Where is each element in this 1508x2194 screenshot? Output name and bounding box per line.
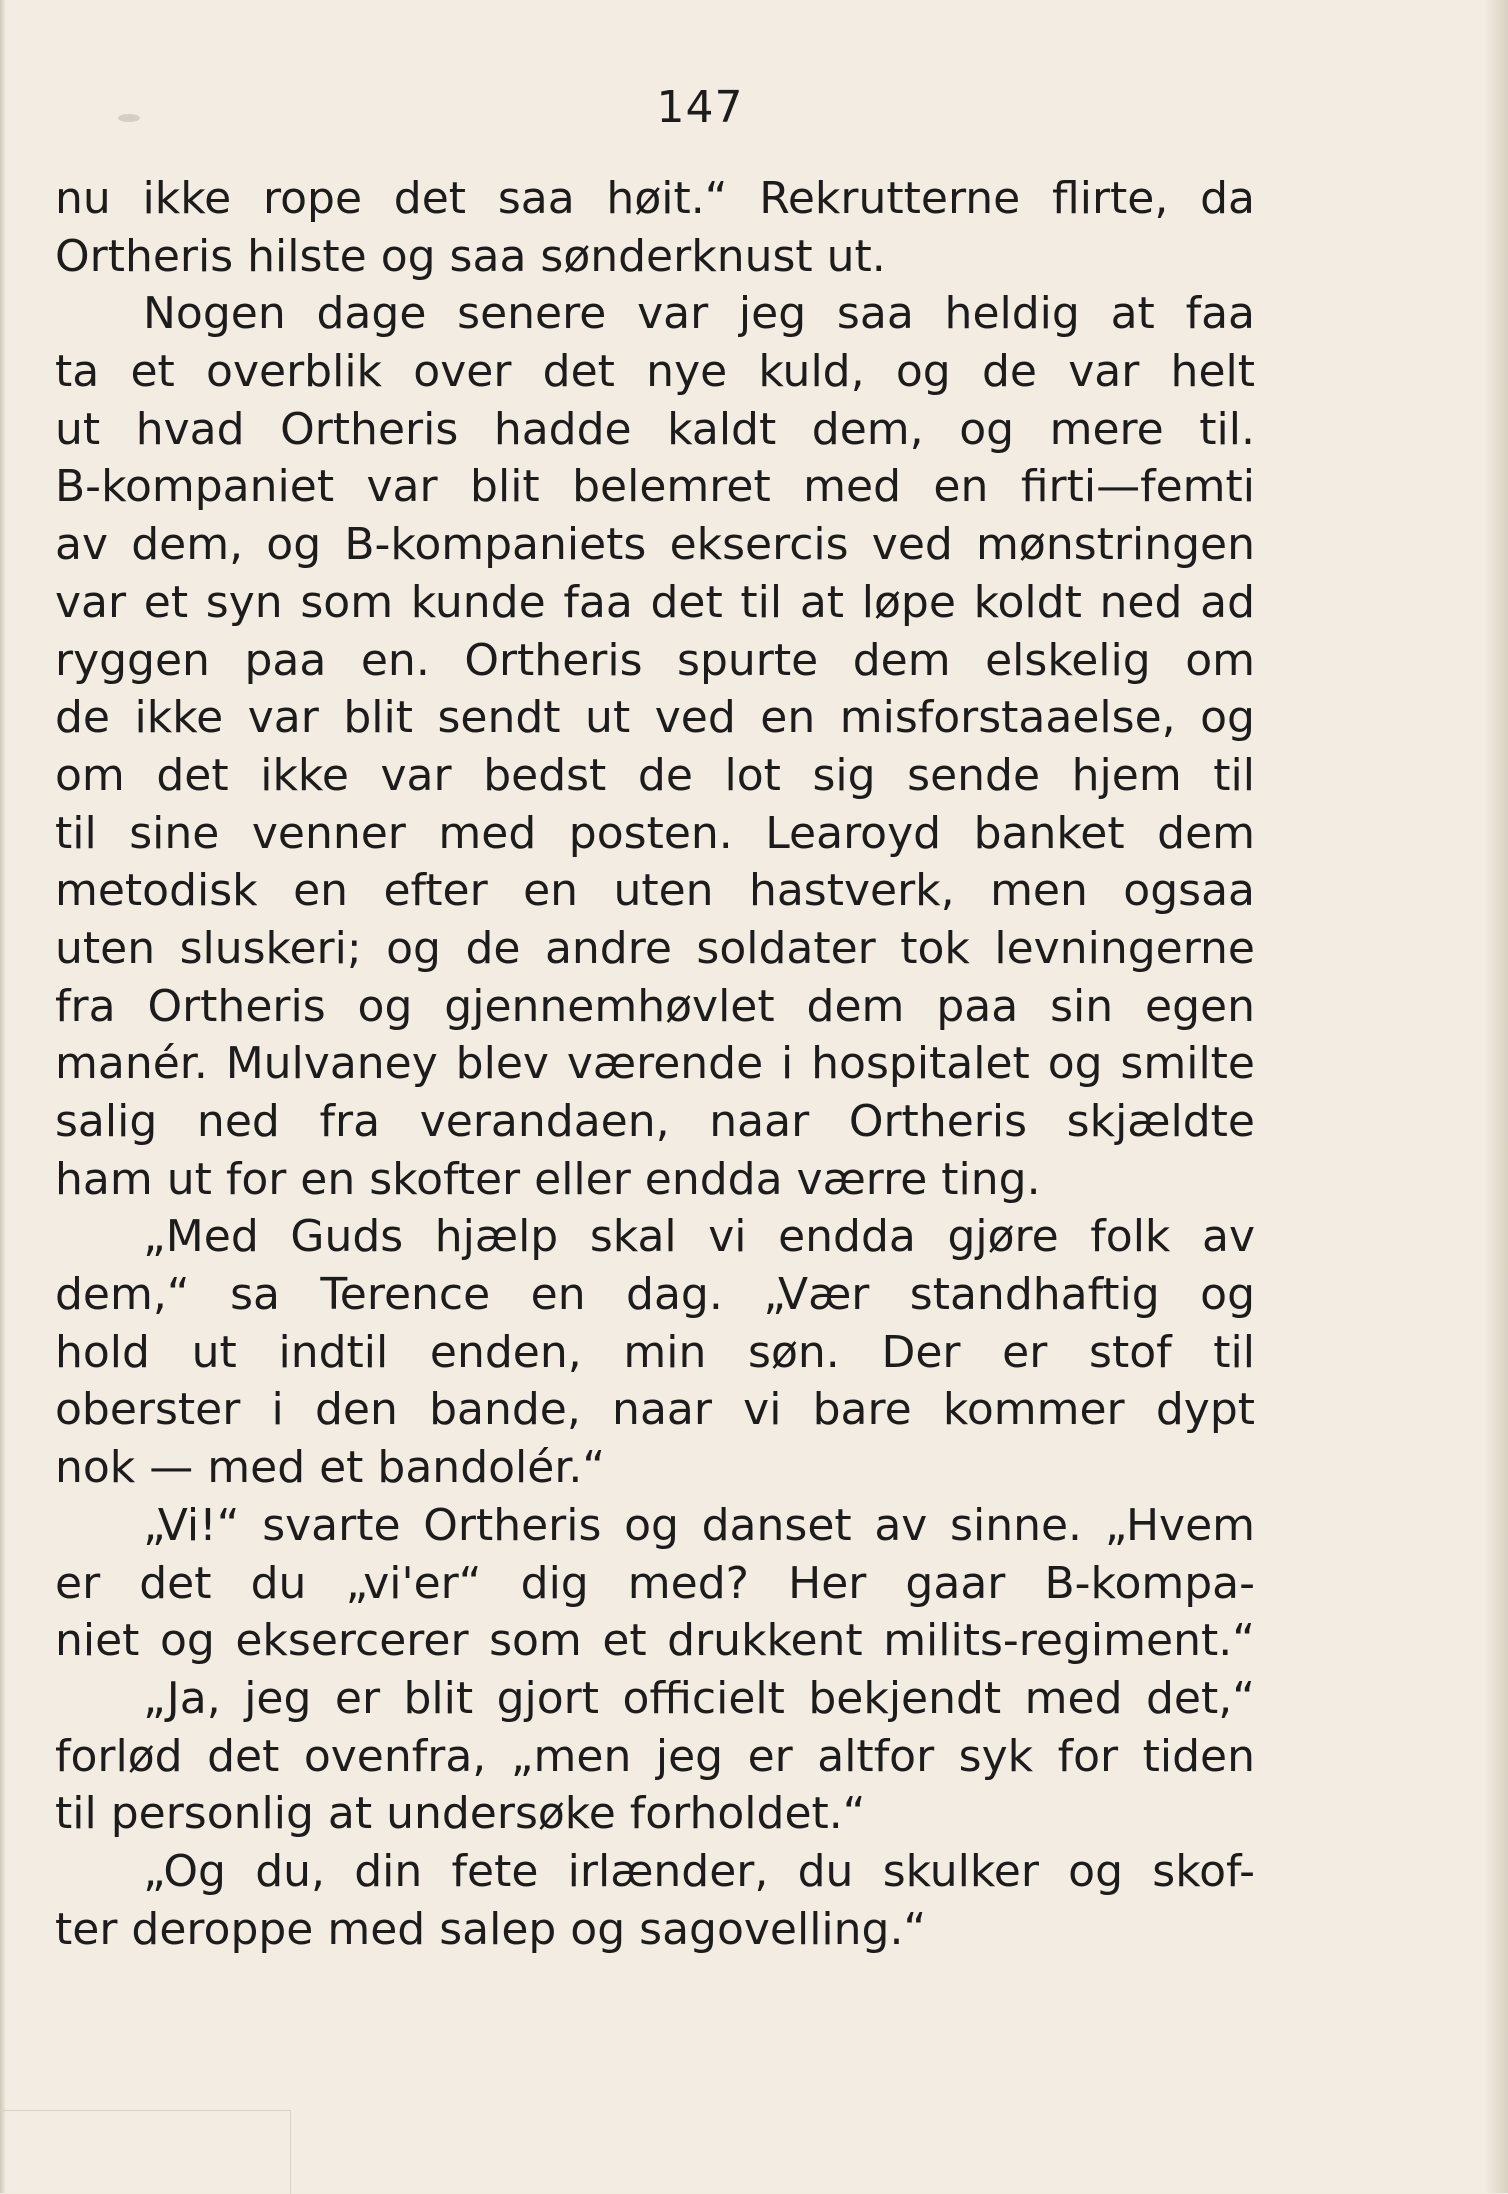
text-line: Nogen dage senere var jeg saa heldig at faa	[143, 288, 1255, 340]
text-line: var et syn som kunde faa det til at løpe koldt ned ad	[55, 576, 1255, 628]
text-line: nok — med et bandolér.“	[55, 1442, 606, 1494]
text-line: niet og eksercerer som et drukkent milits-regiment.“	[55, 1615, 1255, 1667]
text-line: Ortheris hilste og saa sønderknust ut.	[55, 230, 886, 282]
text-line: dem,“ sa Terence en dag. „Vær standhaftig og	[55, 1269, 1255, 1321]
text-line: nu ikke rope det saa høit.“ Rekrutterne flirte, da	[55, 173, 1255, 224]
text-line: B-kompaniet var blit belemret med en firti—femti	[55, 461, 1255, 513]
text-line: uten sluskeri; og de andre soldater tok levningerne	[55, 922, 1255, 974]
text-line: manér. Mulvaney blev værende i hospitalet og smilte	[55, 1038, 1255, 1090]
text-line: hold ut indtil enden, min søn. Der er stof til	[55, 1326, 1255, 1378]
text-line: om det ikke var bedst de lot sig sende hjem til	[55, 749, 1255, 801]
page-left-edge-shadow	[0, 0, 6, 2193]
text-line: av dem, og B-kompaniets eksercis ved mønstringen	[55, 519, 1255, 571]
text-line: „Og du, din fete irlænder, du skulker og skof-	[143, 1845, 1255, 1897]
text-line: ryggen paa en. Ortheris spurte dem elskelig om	[55, 634, 1255, 686]
page-number: 147	[656, 82, 744, 133]
scan-margin-mark	[0, 2110, 291, 2194]
text-line: metodisk en efter en uten hastverk, men ogsaa	[55, 865, 1255, 917]
text-line: oberster i den bande, naar vi bare kommer dypt	[55, 1384, 1255, 1436]
text-line: „Ja, jeg er blit gjort officielt bekjendt med det,“	[143, 1672, 1255, 1724]
text-line: til sine venner med posten. Learoyd banket dem	[55, 807, 1255, 859]
text-line: „Med Guds hjælp skal vi endda gjøre folk av	[143, 1211, 1255, 1263]
text-line: fra Ortheris og gjennemhøvlet dem paa sin egen	[55, 980, 1255, 1032]
body-text	[55, 170, 1255, 1958]
text-line: ter deroppe med salep og sagovelling.“	[55, 1903, 927, 1955]
text-line: ta et overblik over det nye kuld, og de var helt	[55, 346, 1255, 398]
text-line: „Vi!“ svarte Ortheris og danset av sinne. „Hvem	[143, 1499, 1255, 1551]
text-line: forlød det ovenfra, „men jeg er altfor syk for tiden	[55, 1730, 1255, 1782]
text-line: er det du „vi'er“ dig med? Her gaar B-kompa-	[55, 1557, 1255, 1609]
text-line: ut hvad Ortheris hadde kaldt dem, og mere til.	[55, 403, 1255, 455]
page-right-edge-shadow	[1484, 0, 1508, 2193]
text-line: de ikke var blit sendt ut ved en misforstaaelse, og	[55, 692, 1255, 744]
text-line: salig ned fra verandaen, naar Ortheris skjældte	[55, 1096, 1255, 1147]
text-line: ham ut for en skofter eller endda værre ting.	[55, 1153, 1041, 1205]
text-line: til personlig at undersøke forholdet.“	[55, 1788, 866, 1840]
